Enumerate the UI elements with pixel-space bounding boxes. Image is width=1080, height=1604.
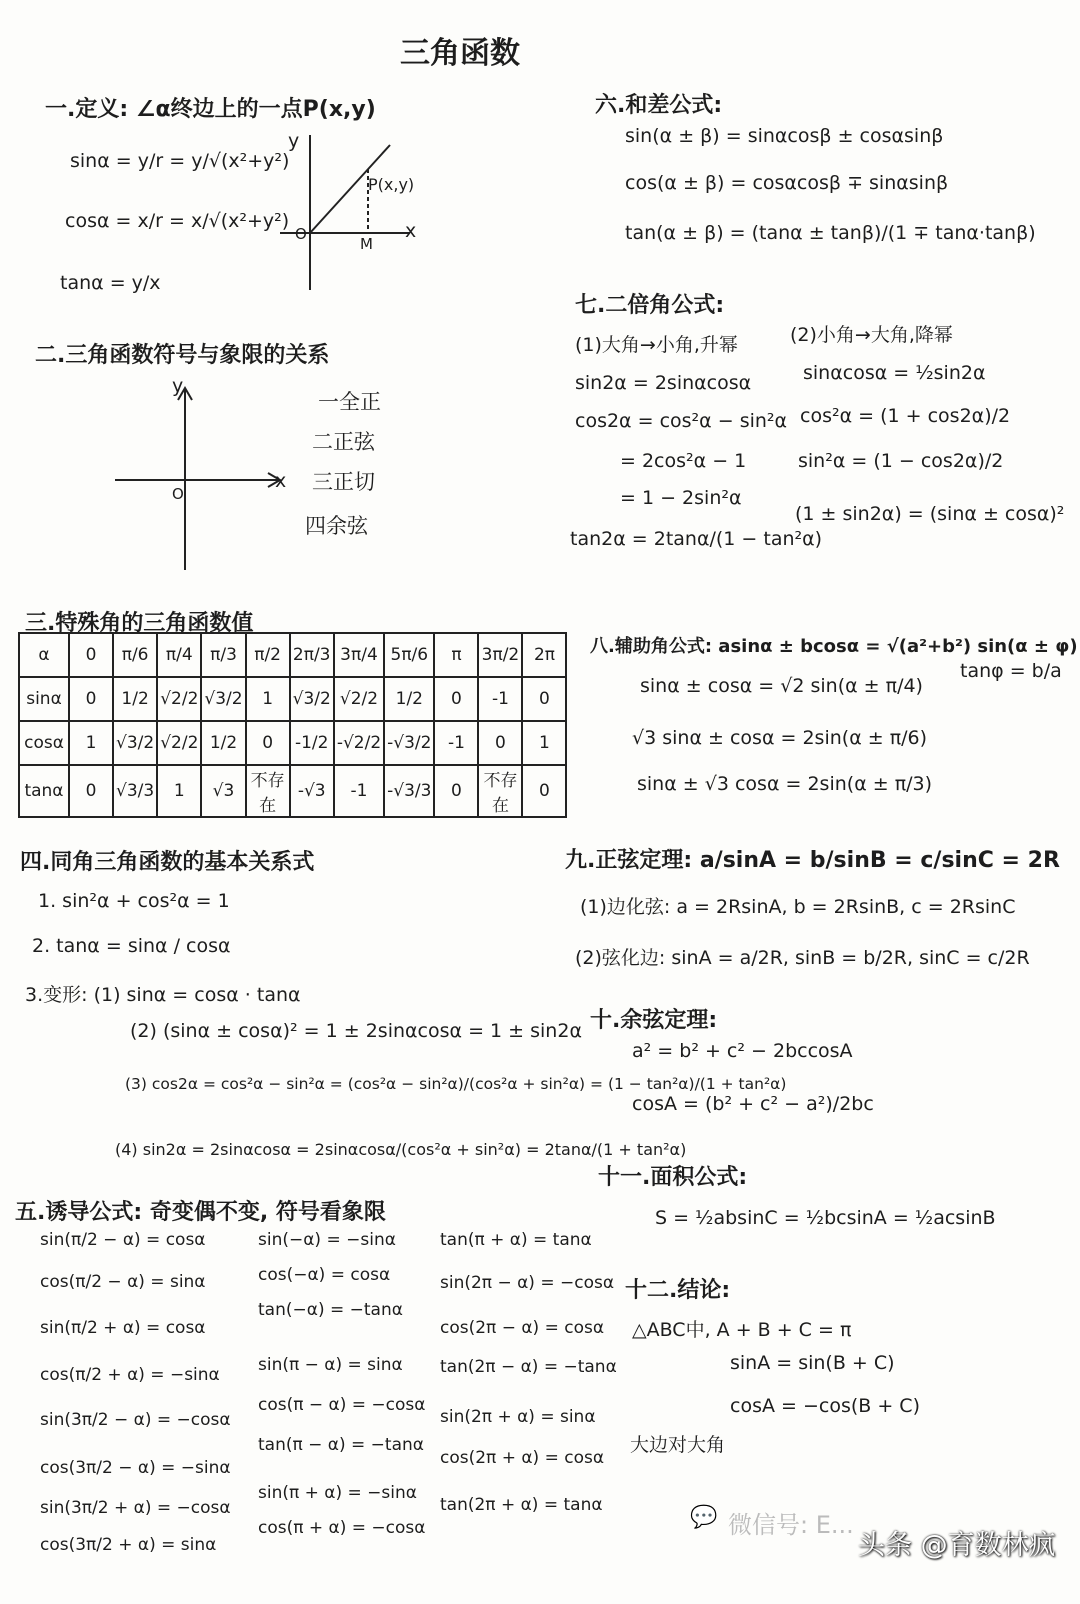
formula: (1 ± sin2α) = (sinα ± cosα)²	[795, 503, 1065, 525]
wechat-icon: 💬	[690, 1505, 718, 1530]
table-cell: √2/2	[334, 677, 384, 721]
origin-label: O	[295, 225, 307, 243]
axis-label-x: x	[405, 220, 417, 242]
induction-formula: cos(π/2 − α) = sinα	[40, 1272, 206, 1292]
table-row	[19, 721, 566, 765]
table-cell: 1	[522, 721, 566, 765]
table-cell: √3	[201, 765, 245, 817]
induction-formula: tan(2π + α) = tanα	[440, 1495, 603, 1515]
induction-formula: sin(π/2 − α) = cosα	[40, 1230, 206, 1250]
formula: √3 sinα ± cosα = 2sin(α ± π/6)	[632, 727, 928, 749]
formula: sinA = sin(B + C)	[730, 1352, 895, 1374]
point-m-label: M	[360, 235, 373, 253]
induction-formula: tan(−α) = −tanα	[258, 1300, 403, 1320]
point-p-label: P(x,y)	[368, 175, 415, 194]
section-4-heading: 四.同角三角函数的基本关系式	[20, 850, 315, 875]
formula: sinα = y/r = y/√(x²+y²)	[70, 150, 290, 172]
table-cell: π/2	[246, 633, 290, 677]
formula: △ABC中, A + B + C = π	[632, 1319, 852, 1341]
table-cell: 不存在	[246, 765, 290, 817]
table-cell: √3/2	[201, 677, 245, 721]
section-2-heading: 二.三角函数符号与象限的关系	[35, 343, 330, 368]
definition-graph	[260, 125, 430, 295]
formula: tanφ = b/a	[960, 660, 1062, 682]
table-cell: -1	[434, 721, 478, 765]
induction-formula: sin(π + α) = −sinα	[258, 1483, 417, 1503]
formula: = 1 − 2sin²α	[620, 487, 742, 509]
origin-label: O	[172, 485, 184, 503]
section-7-heading: 七.二倍角公式:	[575, 293, 725, 318]
section-3-heading: 三.特殊角的三角函数值	[25, 611, 254, 636]
section-8-heading: 八.辅助角公式: asinα ± bcosα = √(a²+b²) sin(α ± φ)	[590, 636, 1078, 657]
formula: sin2α = 2sinαcosα	[575, 372, 752, 394]
table-cell: 5π/6	[384, 633, 434, 677]
table-cell: 0	[246, 721, 290, 765]
table-cell: 不存在	[478, 765, 522, 817]
table-cell: π/3	[201, 633, 245, 677]
formula: (3) cos2α = cos²α − sin²α = (cos²α − sin²α)/(cos²α + sin²α) = (1 − tan²α)/(1 + tan²α)	[125, 1075, 787, 1093]
formula: sin²α = (1 − cos2α)/2	[798, 450, 1004, 472]
table-cell: -1	[334, 765, 384, 817]
table-cell: √3/2	[113, 721, 157, 765]
table-cell: 3π/4	[334, 633, 384, 677]
table-cell: 0	[69, 765, 113, 817]
induction-formula: sin(3π/2 − α) = −cosα	[40, 1410, 231, 1430]
table-cell: α	[19, 633, 69, 677]
table-cell: √2/2	[157, 677, 201, 721]
table-cell: π/6	[113, 633, 157, 677]
table-cell: 0	[522, 677, 566, 721]
formula: (2) (sinα ± cosα)² = 1 ± 2sinαcosα = 1 ± sin2α	[130, 1020, 582, 1042]
subheading: (1)大角→小角,升幂	[575, 334, 738, 356]
formula: cos(α ± β) = cosαcosβ ∓ sinαsinβ	[625, 172, 949, 194]
table-row	[19, 765, 566, 817]
induction-formula: sin(2π − α) = −cosα	[440, 1273, 615, 1293]
table-cell: 1	[157, 765, 201, 817]
subheading: (2)小角→大角,降幂	[790, 324, 953, 346]
table-cell: √3/3	[113, 765, 157, 817]
induction-formula: tan(π − α) = −tanα	[258, 1435, 424, 1455]
table-row	[19, 677, 566, 721]
induction-formula: tan(2π − α) = −tanα	[440, 1357, 617, 1377]
formula: cos²α = (1 + cos2α)/2	[800, 405, 1011, 427]
table-cell: 0	[522, 765, 566, 817]
quadrant-2: 二正弦	[312, 430, 375, 454]
table-cell: 0	[434, 765, 478, 817]
formula: (4) sin2α = 2sinαcosα = 2sinαcosα/(cos²α + sin²α) = 2tanα/(1 + tan²α)	[115, 1140, 687, 1159]
formula: tan(α ± β) = (tanα ± tanβ)/(1 ∓ tanα·tanβ)	[625, 222, 1036, 244]
table-cell: 1	[69, 721, 113, 765]
quadrant-4: 四余弦	[305, 514, 368, 538]
section-5-heading: 五.诱导公式: 奇变偶不变, 符号看象限	[15, 1200, 386, 1225]
table-cell: 2π/3	[290, 633, 334, 677]
table-cell: -√2/2	[334, 721, 384, 765]
formula: a² = b² + c² − 2bccosA	[632, 1040, 853, 1062]
induction-formula: sin(π/2 + α) = cosα	[40, 1318, 206, 1338]
section-1-heading: 一.定义: ∠α终边上的一点P(x,y)	[45, 97, 376, 122]
induction-formula: cos(3π/2 − α) = −sinα	[40, 1458, 231, 1478]
toutiao-watermark: 头条 @育数林疯	[858, 1530, 1056, 1561]
section-10-heading: 十.余弦定理:	[590, 1008, 718, 1033]
table-cell: π/4	[157, 633, 201, 677]
table-cell: 1/2	[384, 677, 434, 721]
induction-formula: cos(2π − α) = cosα	[440, 1318, 605, 1338]
table-cell: cosα	[19, 721, 69, 765]
formula: 大边对大角	[630, 1434, 726, 1456]
formula: cosα = x/r = x/√(x²+y²)	[65, 210, 290, 232]
formula: sinαcosα = ½sin2α	[803, 362, 986, 384]
induction-formula: cos(π/2 + α) = −sinα	[40, 1365, 220, 1385]
induction-formula: sin(π − α) = sinα	[258, 1355, 403, 1375]
table-cell: 3π/2	[478, 633, 522, 677]
table-cell: 1	[246, 677, 290, 721]
formula: tan2α = 2tanα/(1 − tan²α)	[570, 528, 823, 550]
page-title: 三角函数	[400, 36, 520, 71]
formula: (2)弦化边: sinA = a/2R, sinB = b/2R, sinC = c/2R	[575, 947, 1030, 969]
quadrant-1: 一全正	[318, 390, 381, 414]
section-9-heading: 九.正弦定理: a/sinA = b/sinB = c/sinC = 2R	[565, 848, 1060, 873]
formula: cosA = −cos(B + C)	[730, 1395, 920, 1417]
formula: = 2cos²α − 1	[620, 450, 747, 472]
table-cell: 0	[478, 721, 522, 765]
table-cell: -√3/2	[384, 721, 434, 765]
induction-formula: cos(2π + α) = cosα	[440, 1448, 605, 1468]
table-header-row	[19, 633, 566, 677]
induction-formula: cos(3π/2 + α) = sinα	[40, 1535, 217, 1555]
table-cell: 1/2	[113, 677, 157, 721]
formula: 2. tanα = sinα / cosα	[32, 935, 231, 957]
induction-formula: tan(π + α) = tanα	[440, 1230, 592, 1250]
formula: sinα ± √3 cosα = 2sin(α ± π/3)	[637, 773, 933, 795]
table-cell: 0	[69, 633, 113, 677]
table-cell: π	[434, 633, 478, 677]
induction-formula: sin(−α) = −sinα	[258, 1230, 396, 1250]
section-11-heading: 十一.面积公式:	[598, 1165, 748, 1190]
table-cell: sinα	[19, 677, 69, 721]
formula: (1)边化弦: a = 2RsinA, b = 2RsinB, c = 2RsinC	[580, 896, 1016, 918]
table-cell: 0	[434, 677, 478, 721]
axis-label-x: x	[275, 470, 287, 492]
table-cell: 0	[69, 677, 113, 721]
induction-formula: sin(3π/2 + α) = −cosα	[40, 1498, 231, 1518]
table-cell: -√3	[290, 765, 334, 817]
formula: sinα ± cosα = √2 sin(α ± π/4)	[640, 675, 923, 697]
induction-formula: sin(2π + α) = sinα	[440, 1407, 596, 1427]
table-cell: -1/2	[290, 721, 334, 765]
formula: cos2α = cos²α − sin²α	[575, 410, 788, 432]
formula: S = ½absinC = ½bcsinA = ½acsinB	[655, 1207, 996, 1229]
formula: 1. sin²α + cos²α = 1	[38, 890, 230, 912]
table-cell: √3/2	[290, 677, 334, 721]
axis-label-y: y	[288, 130, 300, 152]
formula: 3.变形: (1) sinα = cosα · tanα	[25, 984, 301, 1006]
quadrant-3: 三正切	[312, 470, 375, 494]
induction-formula: cos(π + α) = −cosα	[258, 1518, 426, 1538]
special-angles-table	[18, 632, 567, 818]
section-6-heading: 六.和差公式:	[595, 93, 723, 118]
table-cell: -1	[478, 677, 522, 721]
induction-formula: cos(−α) = cosα	[258, 1265, 391, 1285]
table-cell: tanα	[19, 765, 69, 817]
table-cell: 2π	[522, 633, 566, 677]
quadrant-axes	[110, 380, 295, 575]
wechat-watermark: 微信号: E...	[728, 1511, 854, 1539]
table-cell: 1/2	[201, 721, 245, 765]
table-cell: -√3/3	[384, 765, 434, 817]
formula: cosA = (b² + c² − a²)/2bc	[632, 1093, 874, 1115]
formula: sin(α ± β) = sinαcosβ ± cosαsinβ	[625, 125, 944, 147]
induction-formula: cos(π − α) = −cosα	[258, 1395, 426, 1415]
table-cell: √2/2	[157, 721, 201, 765]
section-12-heading: 十二.结论:	[625, 1278, 731, 1303]
formula: tanα = y/x	[60, 272, 161, 294]
axis-label-y: y	[172, 375, 184, 397]
